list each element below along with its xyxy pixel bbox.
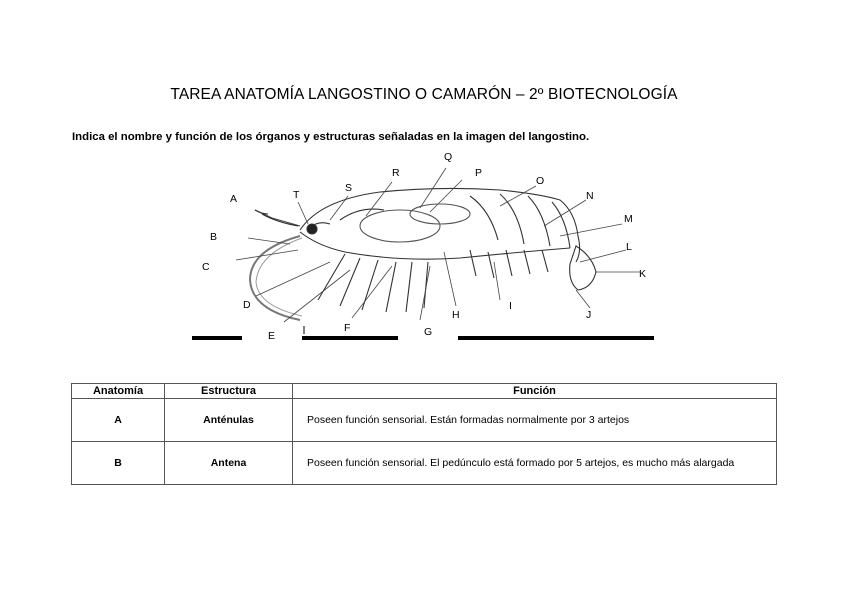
figure-label-a: A [230,193,238,205]
figure-label-c: C [202,261,210,273]
figure-label-j: J [586,309,592,321]
table-row [72,442,777,485]
figure-label-b: B [210,231,218,243]
cell-estructura: Anténulas [165,399,293,442]
figure-label-d: D [243,299,251,311]
header-funcion: Función [293,384,777,399]
figure-label-k: K [639,268,647,280]
cell-anatomia: A [72,399,165,442]
figure-label-i: I [509,300,512,312]
cell-estructura: Antena [165,442,293,485]
figure-label-h: H [452,309,460,321]
document-title: TAREA ANATOMÍA LANGOSTINO O CAMARÓN – 2º BIOTECNOLOGÍA [170,86,678,103]
header-anatomia: Anatomía [72,384,165,399]
figure-label-f: F [344,322,351,334]
figure-label-g: G [424,326,433,338]
figure-label-s: S [345,182,353,194]
header-estructura: Estructura [165,384,293,399]
figure-label-n: N [586,190,594,202]
cell-funcion: Poseen función sensorial. Están formadas normalmente por 3 artejos [293,399,777,442]
figure-label-r: R [392,167,400,179]
table-header-row [72,384,777,399]
instruction-text: Indica el nombre y función de los órganos y estructuras señaladas en la imagen del langostino. [72,131,590,143]
figure-label-p: P [475,167,483,179]
figure-label-l: L [626,241,632,253]
anatomy-table [71,383,777,485]
figure-label-e: E [268,330,276,342]
figure-label-q: Q [444,151,453,163]
figure-label-m: M [624,213,633,225]
cell-anatomia: B [72,442,165,485]
figure-label-o: O [536,175,545,187]
figure-label-t: T [293,189,300,201]
table-row [72,399,777,442]
cell-funcion: Poseen función sensorial. El pedúnculo está formado por 5 artejos, es mucho más alargada [293,442,777,485]
